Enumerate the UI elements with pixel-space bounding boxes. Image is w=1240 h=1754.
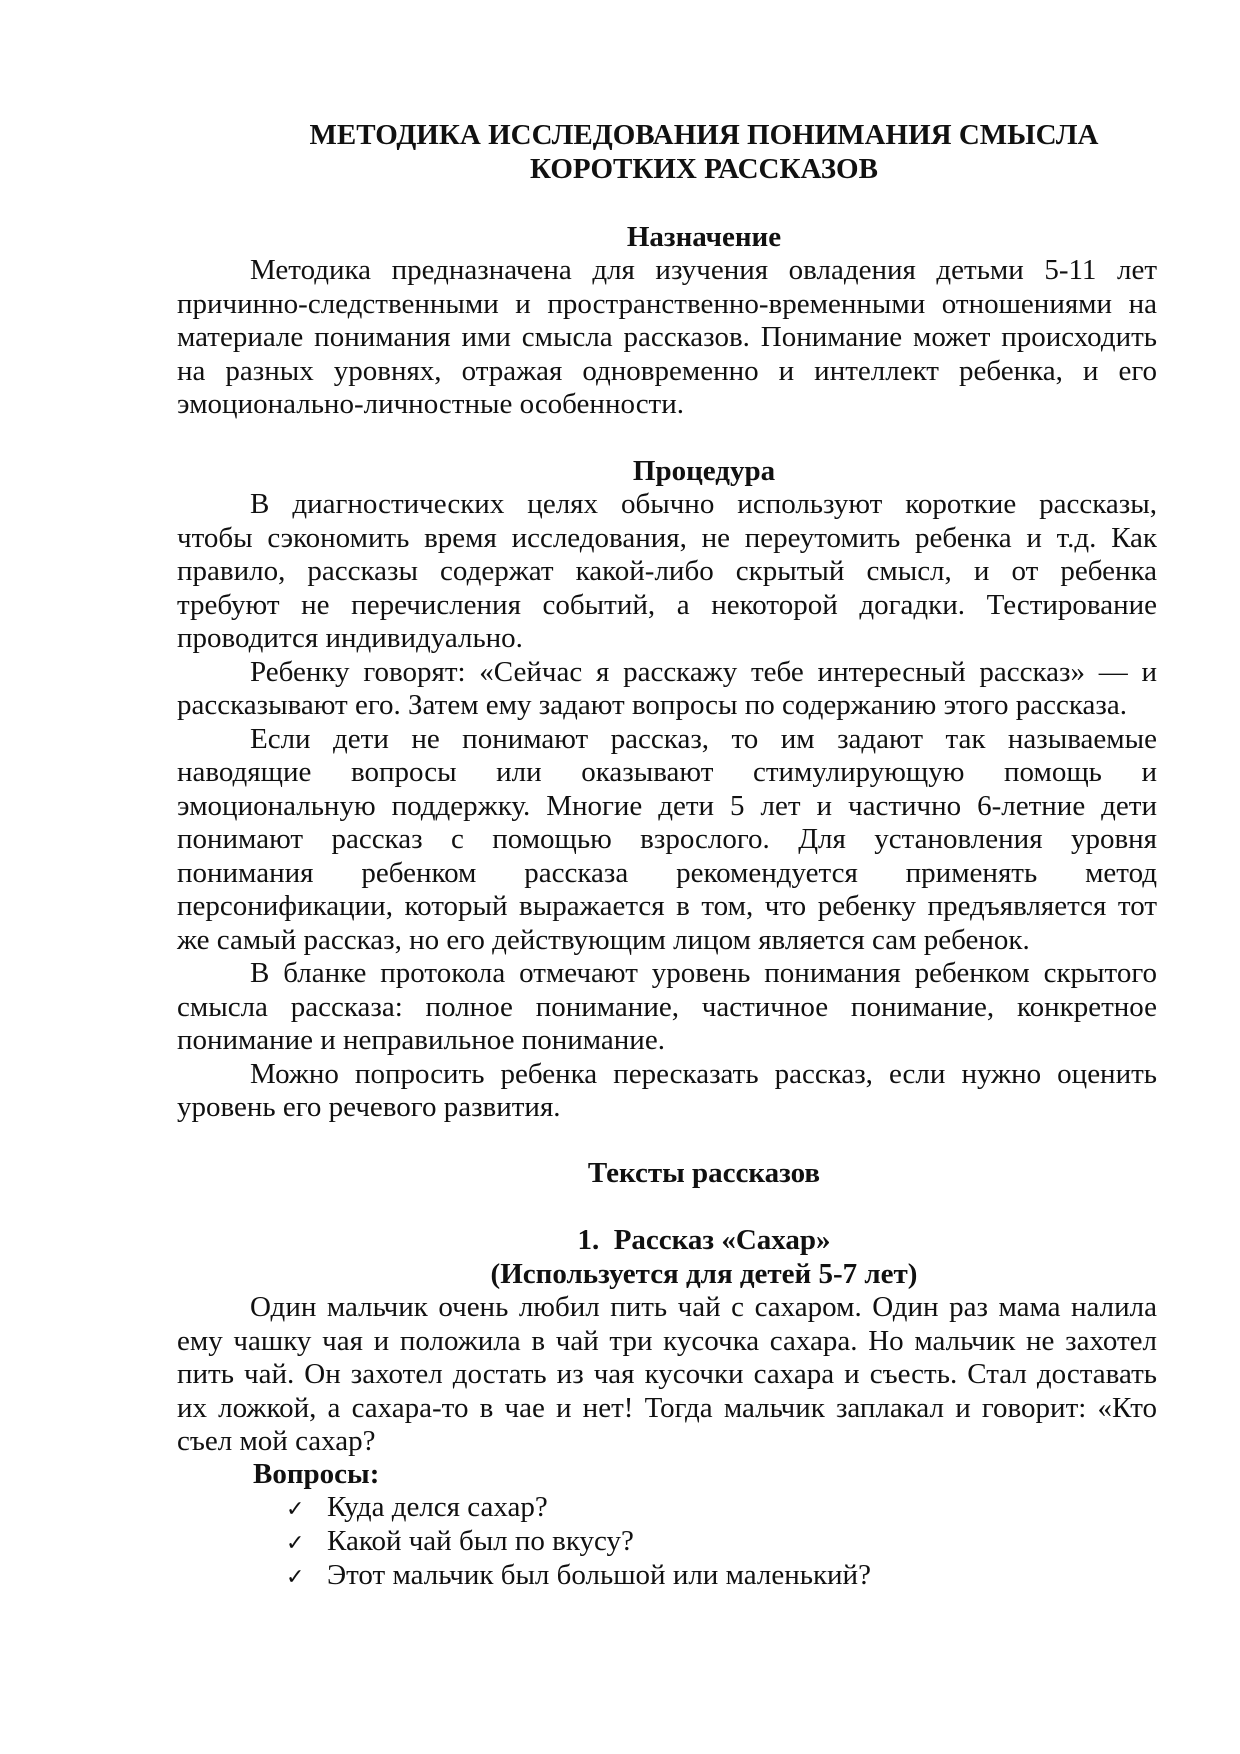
text-line: эмоциональную поддержку. Многие дети 5 лет и частично 6-летние дети — [177, 789, 1157, 822]
text-line: Методика предназначена для изучения овладения детьми 5-11 лет — [250, 254, 1157, 286]
document-title — [251, 119, 1157, 186]
text-line: Если дети не понимают рассказ, то им задают так называемые — [250, 722, 1157, 755]
text-line: Один мальчик очень любил пить чай с сахаром. Один раз мама налила — [250, 1291, 1157, 1323]
text-line: материале понимания ими смысла рассказов. Понимание может происходить — [177, 321, 1157, 353]
text-line: съел мой сахар? — [177, 1425, 376, 1457]
checkmark-icon: ✓ — [286, 1531, 305, 1556]
text-line: ему чашку чая и положила в чай три кусочка сахара. Но мальчик не захотел — [177, 1324, 1157, 1357]
question-item — [286, 1491, 871, 1525]
story-text — [177, 1291, 1157, 1459]
text-line: проводится индивидуально. — [177, 622, 523, 654]
text-line: чтобы сэкономить время исследования, не переутомить ребенка и т.д. Как — [177, 521, 1157, 554]
text-line: правило, рассказы содержат какой-либо скрытый смысл, и от ребенка — [177, 555, 1157, 587]
text-line: рассказывают его. Затем ему задают вопросы по содержанию этого рассказа. — [177, 689, 1127, 721]
text-line: их ложкой, а сахара-то в чае и нет! Тогда мальчик заплакал и говорит: «Кто — [177, 1391, 1157, 1424]
story-heading — [251, 1224, 1157, 1291]
text-line: на разных уровнях, отражая одновременно и интеллект ребенка, и его — [177, 354, 1157, 387]
text-line: уровень его речевого развития. — [177, 1091, 561, 1123]
procedure-paragraph — [177, 488, 1157, 1125]
text-line: Можно попросить ребенка пересказать рассказ, если нужно оценить — [250, 1057, 1157, 1090]
section-heading-procedure: Процедура — [632, 455, 776, 487]
question-item — [286, 1525, 871, 1559]
questions-list — [286, 1491, 871, 1593]
section-heading-purpose: Назначение — [626, 221, 782, 253]
text-line: персонификации, который выражается в том, что ребенку предъявляется тот — [177, 890, 1157, 922]
story-subtitle: (Используется для детей 5-7 лет) — [490, 1257, 918, 1290]
text-line: эмоционально-личностные особенности. — [177, 388, 685, 420]
story-title: 1. Рассказ «Сахар» — [577, 1224, 831, 1256]
checkmark-icon: ✓ — [286, 1497, 305, 1522]
text-line: требуют не перечисления событий, а некоторой догадки. Тестирование — [177, 588, 1157, 621]
text-line: причинно-следственными и пространственно-временными отношениями на — [177, 287, 1157, 320]
text-line: понимание и неправильное понимание. — [177, 1024, 665, 1056]
title-line: МЕТОДИКА ИССЛЕДОВАНИЯ ПОНИМАНИЯ СМЫСЛА — [309, 119, 1099, 151]
text-line: смысла рассказа: полное понимание, частичное понимание, конкретное — [177, 990, 1157, 1023]
text-line: В диагностических целях обычно используют короткие рассказы, — [250, 488, 1157, 520]
checkmark-icon: ✓ — [286, 1565, 305, 1590]
text-line: же самый рассказ, но его действующим лицом является сам ребенок. — [177, 923, 1030, 956]
title-line: КОРОТКИХ РАССКАЗОВ — [530, 152, 878, 185]
text-line: понимания ребенком рассказа рекомендуется применять метод — [177, 856, 1157, 889]
questions-label: Вопросы: — [253, 1458, 380, 1490]
purpose-paragraph — [177, 254, 1157, 422]
text-line: В бланке протокола отмечают уровень понимания ребенком скрытого — [250, 957, 1157, 989]
text-line: пить чай. Он захотел достать из чая кусочки сахара и съесть. Стал доставать — [177, 1358, 1157, 1390]
text-line: наводящие вопросы или оказывают стимулирующую помощь и — [177, 756, 1157, 788]
text-line: понимают рассказ с помощью взрослого. Для установления уровня — [177, 823, 1157, 855]
text-line: Ребенку говорят: «Сейчас я расскажу тебе интересный рассказ» — и — [250, 655, 1157, 688]
question-text: Какой чай был по вкусу? — [327, 1525, 634, 1557]
question-text: Куда делся сахар? — [327, 1491, 548, 1523]
question-item — [286, 1559, 871, 1593]
section-heading-texts: Тексты рассказов — [587, 1157, 821, 1189]
question-text: Этот мальчик был большой или маленький? — [327, 1559, 871, 1591]
